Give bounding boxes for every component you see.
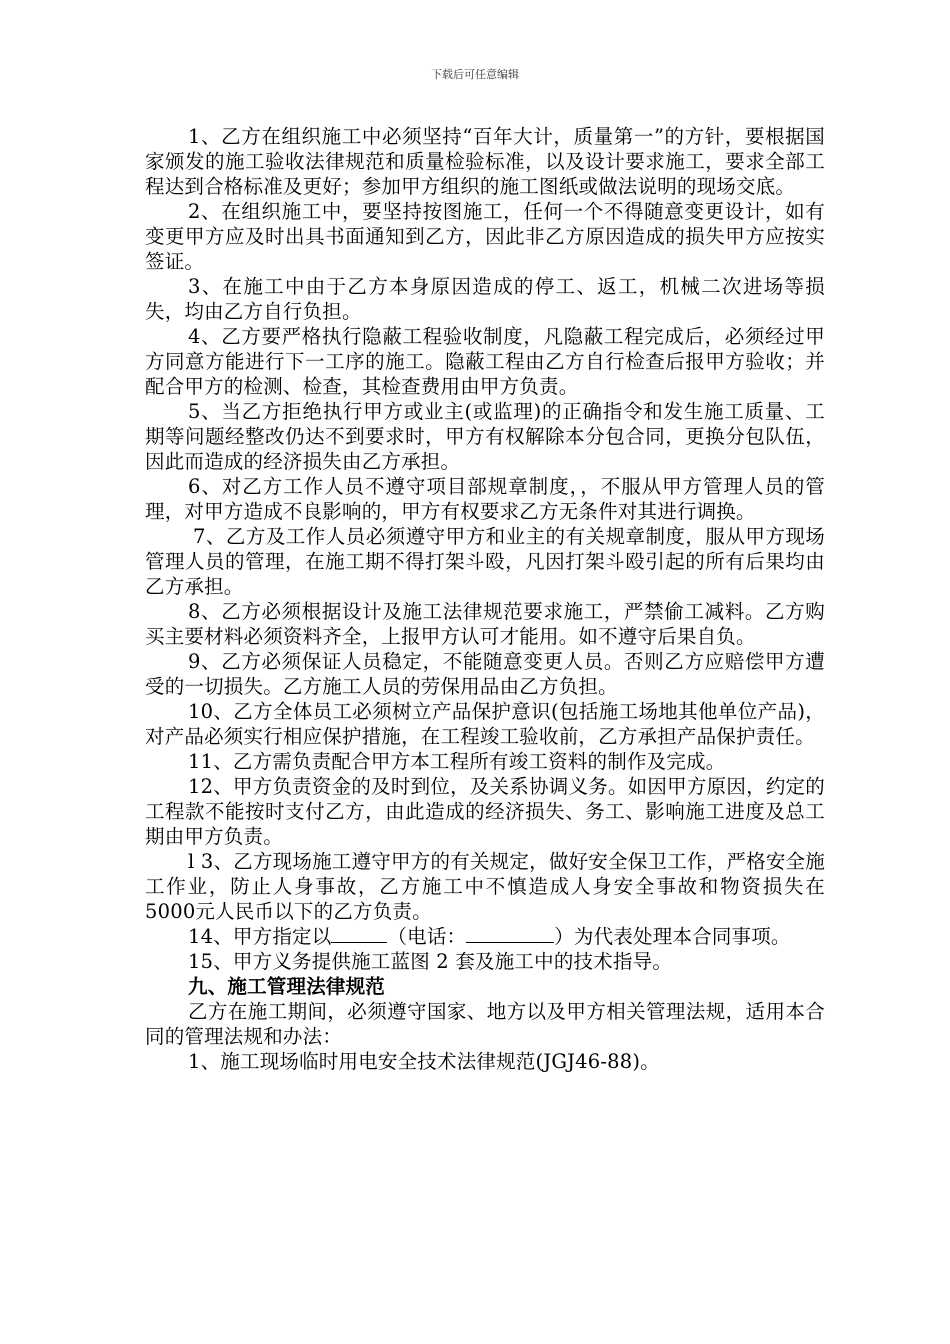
clause-2: 2、在组织施工中，要坚持按图施工，任何一个不得随意变更设计，如有变更甲方应及时出具书面通知到乙方，因此非乙方原因造成的损失甲方应按实签证。 bbox=[145, 200, 825, 273]
section-intro: 乙方在施工期间，必须遵守国家、地方以及甲方相关管理法规，适用本合同的管理法规和办法： bbox=[145, 1000, 825, 1048]
page-header: 下载后可任意编辑 bbox=[431, 68, 519, 81]
clause-13: l 3、乙方现场施工遵守甲方的有关规定，做好安全保卫工作，严格安全施工作业，防止人身事故，乙方施工中不慎造成人身安全事故和物资损失在5000元人民币以下的乙方负责。 bbox=[145, 850, 825, 923]
section-heading: 九、施工管理法律规范 bbox=[188, 975, 386, 998]
clause-5: 5、当乙方拒绝执行甲方或业主(或监理)的正确指令和发生施工质量、工期等问题经整改仍达不到要求时，甲方有权解除本分包合同，更换分包队伍，因此而造成的经济损失由乙方承担。 bbox=[145, 400, 825, 473]
clause-10: 10、乙方全体员工必须树立产品保护意识(包括施工场地其他单位产品)，对产品必须实行相应保护措施，在工程竣工验收前，乙方承担产品保护责任。 bbox=[145, 700, 825, 748]
clause-9: 9、乙方必须保证人员稳定，不能随意变更人员。否则乙方应赔偿甲方遭受的一切损失。乙方施工人员的劳保用品由乙方负担。 bbox=[145, 650, 825, 698]
clause-15: 15、甲方义务提供施工蓝图 2 套及施工中的技术指导。 bbox=[188, 950, 673, 973]
clause-11: 11、乙方需负责配合甲方本工程所有竣工资料的制作及完成。 bbox=[188, 750, 726, 773]
clause-1: 1、乙方在组织施工中必须坚持“百年大计，质量第一”的方针，要根据国家颁发的施工验收法律规范和质量检验标准，以及设计要求施工，要求全部工程达到合格标准及更好；参加甲方组织的施工图纸或做法说明的现场交底。 bbox=[145, 125, 825, 198]
clause-6: 6、对乙方工作人员不遵守项目部规章制度，，不服从甲方管理人员的管理，对甲方造成不良影响的，甲方有权要求乙方无条件对其进行调换。 bbox=[145, 475, 825, 523]
representative-name-blank bbox=[331, 924, 387, 943]
clause-14 bbox=[145, 924, 825, 949]
clause-8: 8、乙方必须根据设计及施工法律规范要求施工，严禁偷工减料。乙方购买主要材料必须资料齐全，上报甲方认可才能用。如不遵守后果自负。 bbox=[145, 600, 825, 648]
phone-blank bbox=[466, 924, 554, 943]
clause-4: 4、乙方要严格执行隐蔽工程验收制度，凡隐蔽工程完成后，必须经过甲方同意方能进行下一工序的施工。隐蔽工程由乙方自行检查后报甲方验收；并配合甲方的检测、检查，其检查费用由甲方负责。 bbox=[145, 325, 825, 398]
section-item-1: 1、施工现场临时用电安全技术法律规范(JGJ46-88)。 bbox=[188, 1050, 660, 1073]
clause-12: 12、甲方负责资金的及时到位，及关系协调义务。如因甲方原因，约定的工程款不能按时支付乙方，由此造成的经济损失、务工、影响施工进度及总工期由甲方负责。 bbox=[145, 775, 825, 848]
clause-3: 3、在施工中由于乙方本身原因造成的停工、返工，机械二次进场等损失，均由乙方自行负担。 bbox=[145, 275, 825, 323]
clause-7: 7、乙方及工作人员必须遵守甲方和业主的有关规章制度，服从甲方现场管理人员的管理，在施工期不得打架斗殴，凡因打架斗殴引起的所有后果均由乙方承担。 bbox=[145, 525, 825, 598]
clause-14-part3: ）为代表处理本合同事项。 bbox=[554, 925, 791, 948]
document-body bbox=[145, 124, 825, 1074]
clause-14-part2: （电话： bbox=[387, 925, 467, 948]
clause-14-part1: 14、甲方指定以 bbox=[188, 925, 332, 948]
